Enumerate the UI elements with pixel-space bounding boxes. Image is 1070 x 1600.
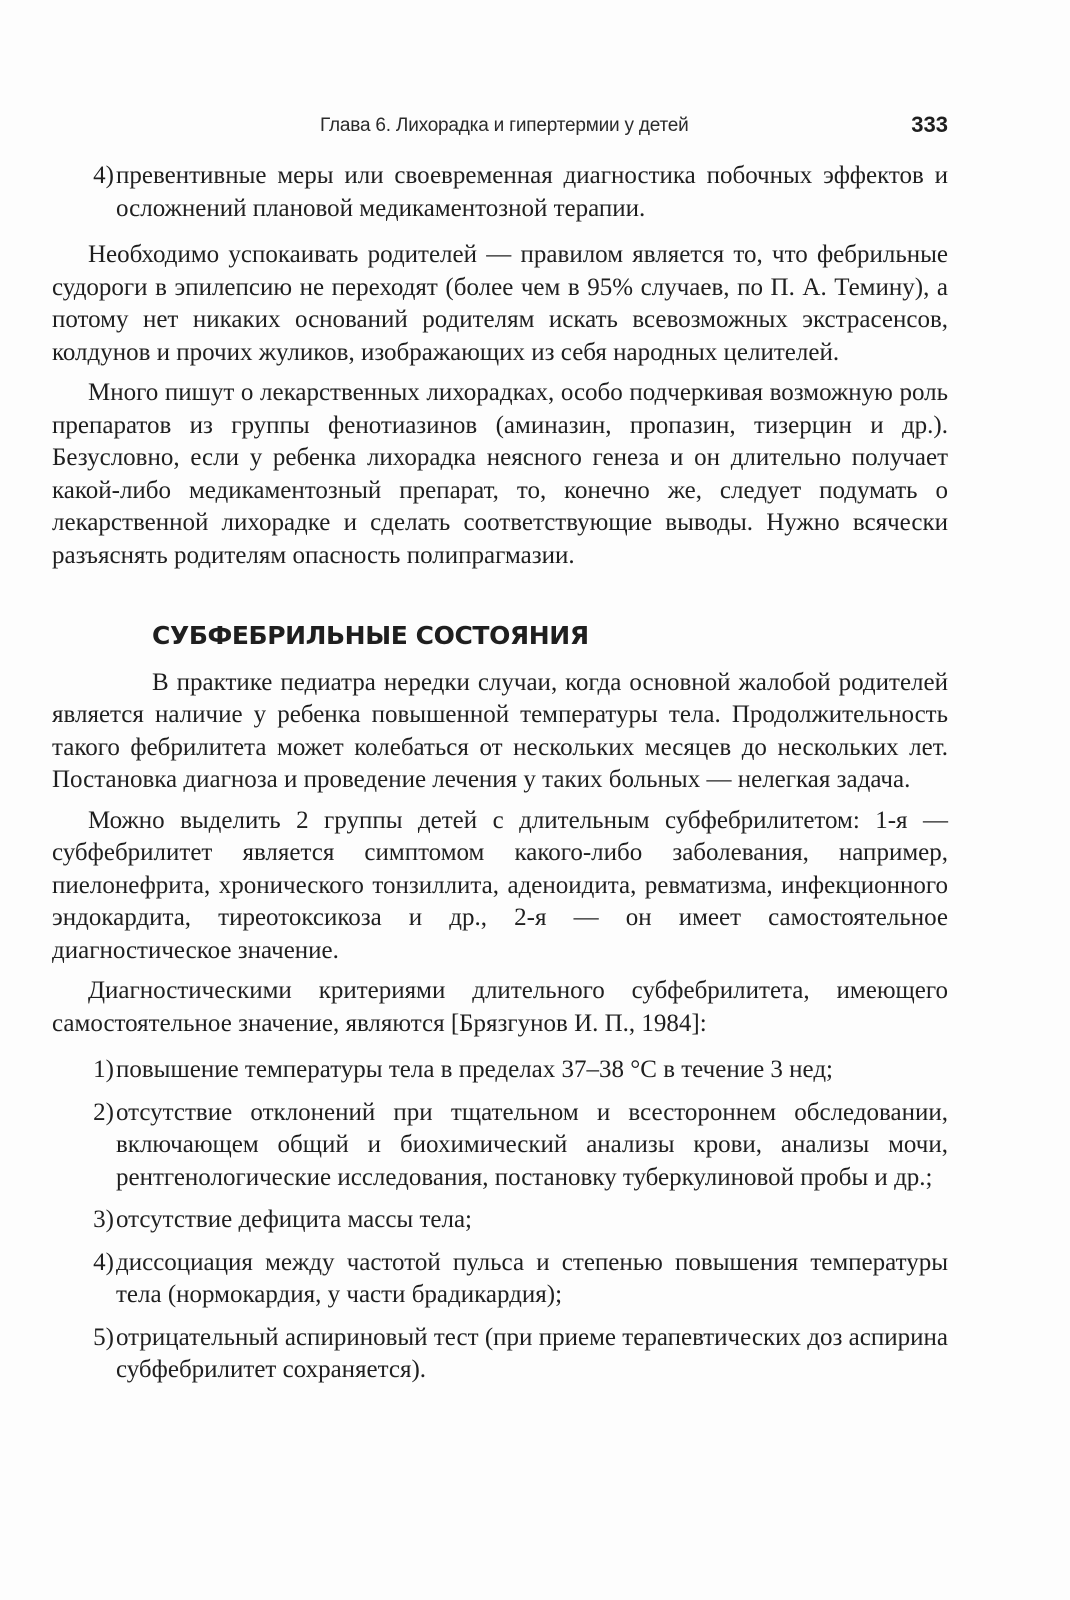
- criteria-item: [52, 1097, 948, 1195]
- list-item-number: 4): [93, 1248, 114, 1276]
- list-item-text: отрицательный аспириновый тест (при приеме терапевтических доз аспирина субфебрилитет сохраняется).: [116, 1323, 948, 1383]
- page-number: 333: [911, 112, 948, 137]
- list-item-text: повышение температуры тела в пределах 37–38 °C в течение 3 нед;: [116, 1056, 833, 1083]
- list-item-number: 1): [93, 1056, 114, 1083]
- paragraph: В практике педиатра нередки случаи, когда основной жалобой родителей является наличие у ребенка повышенной температуры тела. Продолжительность такого фебрилитета может колебаться от нескольких месяцев до нескольких лет. Постановка диагноза и проведение лечения у таких больных — нелегкая задача.: [52, 668, 948, 793]
- paragraph: Можно выделить 2 группы детей с длительным субфебрилитетом: 1-я — субфебрилитет является симптомом какого-либо заболевания, например, пиелонефрита, хронического тонзиллита, аденоидита, ревматизма, инфекционного эндокардита, тиреотоксикоза и др., 2-я — он имеет самостоятельное диагностическое значение.: [52, 806, 948, 964]
- criteria-item: [52, 1247, 948, 1312]
- paragraph: Необходимо успокаивать родителей — правилом является то, что фебрильные судороги в эпилепсию не переходят (более чем в 95% случаев, по П. А. Темину), а потому нет никаких оснований родителям искать всевозможных экстрасенсов, колдунов и прочих жуликов, изображающих из себя народных целителей.: [52, 241, 948, 366]
- list-item-number: 4): [93, 162, 114, 189]
- paragraph: Диагностическими критериями длительного субфебрилитета, имеющего самостоятельное значение, являются [Брязгунов И. П., 1984]:: [52, 977, 948, 1037]
- list-item-text: отсутствие отклонений при тщательном и всестороннем обследовании, включающем общий и биохимический анализы крови, анализы мочи, рентгенологические исследования, постановку туберкулиновой пробы и др.;: [116, 1098, 948, 1191]
- criteria-item: [52, 1204, 948, 1237]
- criteria-item: [52, 1054, 948, 1087]
- list-item: [52, 160, 948, 225]
- list-item-number: 2): [93, 1098, 114, 1126]
- section-heading: СУБФЕБРИЛЬНЫЕ СОСТОЯНИЯ: [152, 621, 589, 650]
- list-item-number: 5): [93, 1323, 114, 1351]
- running-title: Глава 6. Лихорадка и гипертермии у детей: [320, 115, 689, 136]
- page-body: [52, 160, 948, 1397]
- list-item-text: диссоциация между частотой пульса и степенью повышения температуры тела (нормокардия, у части брадикардия);: [116, 1248, 948, 1308]
- list-item-number: 3): [93, 1206, 114, 1233]
- list-item-text: превентивные меры или своевременная диагностика побочных эффектов и осложнений плановой медикаментозной терапии.: [116, 162, 948, 222]
- paragraph: Много пишут о лекарственных лихорадках, особо подчеркивая возможную роль препаратов из группы фенотиазинов (аминазин, пропазин, тизерцин и др.). Безусловно, если у ребенка лихорадка неясного генеза и он длительно получает какой-либо медикаментозный препарат, то, конечно же, следует подумать о лекарственной лихорадке и сделать соответствующие выводы. Нужно всячески разъяснять родителям опасность полипрагмазии.: [52, 379, 948, 569]
- criteria-item: [52, 1322, 948, 1387]
- running-header: [320, 112, 948, 142]
- list-item-text: отсутствие дефицита массы тела;: [116, 1206, 473, 1233]
